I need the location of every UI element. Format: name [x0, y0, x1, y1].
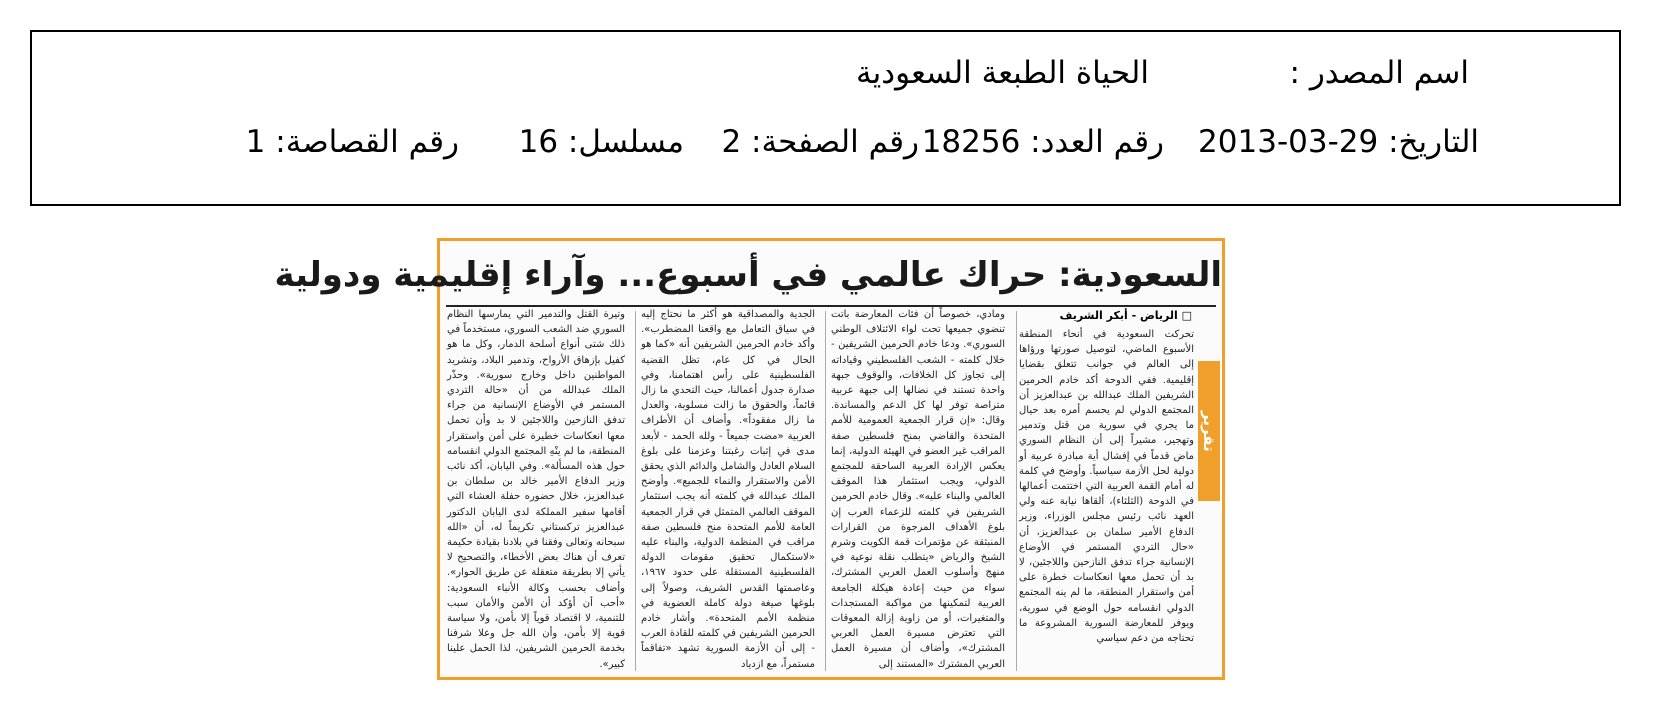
source-metadata-box: [30, 30, 1621, 206]
article-column-2: ومادي، خصوصاً أن فئات المعارضة باتت تنضوي جميعها تحت لواء الائتلاف الوطني السوري». ودعا خادم الحرمين الشريفين - خلال كلمته - الشعب الفلسطيني وقياداته إلى تجاوز كل الخلافات، والوقوف جبهة واحدة تستند في نضالها إلى جبهة عربية متراصة توفر لها كل الدعم والمساندة. وقال: «إن قرار الجمعية العمومية للأمم المتحدة والقاضي بمنح فلسطين صفة المراقب غير العضو في الهيئة الدولية، إنما يعكس الإرادة العربية الساحقة للمجتمع الدولي، ويجب استثمار هذا الموقف العالمي والبناء عليه». وقال خادم الحرمين الشريفين في كلمته للزعماء العرب إن بلوغ الأهداف المرجوة من القرارات المنبثقة عن مؤتمرات قمة الكويت وشرم الشيخ والرياض «يتطلب نقلة نوعية في منهج وأسلوب العمل العربي المشترك، سواء من حيث إعادة هيكلة الجامعة العربية لتمكينها من مواكبة المستجدات والمتغيرات، أو من زاوية إزالة المعوقات التي تعترض مسيرة العمل العربي المشترك»، وأضاف أن مسيرة العمل العربي المشترك «المستند إلى: [831, 309, 1005, 670]
page-number: رقم الصفحة: 2: [721, 124, 919, 160]
column-divider: [635, 311, 636, 671]
newspaper-clipping: [274, 238, 1225, 680]
article-column-1: تحركت السعودية في أنحاء المنطقة الأسبوع الماضي، لتوصيل صورتها ورؤاها إلى العالم في جوانب تتعلق بقضايا إقليمية. ففي الدوحة أكد خادم الحرمين الشريفين الملك عبدالله بن عبدالعزيز أن المجتمع الدولي لم يحسم أمره بعد حيال ما يجري في سورية من قتل وتدمير وتهجير، مشيراً إلى أن النظام السوري ماض قدماً في إفشال أية مبادرة عربية أو دولية لحل الأزمة سياسياً. وأوضح في كلمة له أمام القمة العربية التي اختتمت أعمالها في الدوحة (الثلثاء)، ألقاها نيابة عنه ولي العهد نائب رئيس مجلس الوزراء، وزير الدفاع الأمير سلمان بن عبدالعزيز، أن «حال التردي المستمر في الأوضاع الإنسانية جراء تدفق النازحين واللاجئين، لا بد أن تحمل معها انعكاسات خطرة على أمن واستقرار المنطقة، ما لم ينه المجتمع الدولي انقسامه حول الوضع في سورية، ويوفر للمعارضة السورية المشروعة ما تحتاجه من دعم سياسي: [1019, 329, 1194, 645]
article-column-3: الجدية والمصداقية هو أكثر ما نحتاج إليه في سياق التعامل مع واقعنا المضطرب». وأكد خادم الحرمين الشريفين أنه «كما هو الحال في كل عام، تظل القضية الفلسطينية على رأس اهتمامنا، وفي صدارة جدول أعمالنا، حيث التحدي ما زال قائماً، والحقوق ما زالت مسلوبة، والعدل ما زال مفقوداً». وأضاف أن الأطراف العربية «مضت جميعاً - ولله الحمد - لأبعد مدى في إثبات رغبتنا وعزمنا على بلوغ السلام العادل والشامل والدائم الذي يحقق الأمن والاستقرار والنماء للجميع». وأوضح الملك عبدالله في كلمته أنه يجب استثمار الموقف العالمي المتمثل في قرار الجمعية العامة للأمم المتحدة منح فلسطين صفة مراقب في المنظمة الدولية، والبناء عليه «لاستكمال تحقيق مقومات الدولة الفلسطينية المستقلة على حدود ١٩٦٧، وعاصمتها القدس الشريف، وصولاً إلى بلوغها صيغة دولة كاملة العضوية في منظمة الأمم المتحدة». وأشار خادم الحرمين الشريفين في كلمته للقادة العرب - إلى أن الأزمة السورية تشهد «تفاقماً مستمراً، مع ازدياد: [641, 309, 815, 670]
date-field: التاريخ: 29-03-2013: [1198, 124, 1479, 160]
clipping-number: رقم القصاصة: 1: [245, 124, 459, 160]
column-divider: [1016, 311, 1017, 671]
section-tab: تقرير: [1198, 361, 1220, 501]
article-column-4: وتيرة القتل والتدمير التي يمارسها النظام السوري ضد الشعب السوري، مستخدماً في ذلك شتى أنواع أسلحة الدمار، وكل ما هو كفيل بإزهاق الأرواح، وتدمير البلاد، وتشريد المواطنين داخل وخارج سورية». وحذّر الملك عبدالله من أن «حالة التردي المستمر في الأوضاع الإنسانية من جراء تدفق النازحين واللاجئين لا بد وأن تحمل معها انعكاسات خطيرة على أمن واستقرار المنطقة، ما لم ينْهِ المجتمع الدولي انقسامه حول هذه المسألة». وفي اليابان، أكد نائب وزير الدفاع الأمير خالد بن سلطان بن عبدالعزيز، خلال حضوره حفلة العشاء التي أقامها سفير المملكة لدى اليابان الدكتور عبدالعزيز تركستاني تكريماً له، أن «الله سبحانه وتعالى وفقنا في بلادنا بقيادة حكيمة تعرف أن هناك بعض الأخطاء، والتصحيح لا يأتي إلا بطريقة متعقلة عن طريق الحوار». وأضاف بحسب وكالة الأنباء السعودية: «أحب أن أؤكد أن الأمن والأمان سبب للتنمية، لا اقتصاد قوياً إلا بأمن، ولا سياسة قوية إلا بأمن، وأن الله جل وعلا شرفنا بخدمة الحرمين الشريفين، لذا الحمل علينا كبير».: [447, 309, 625, 670]
article-byline: □ الرياض - أبكر الشريف: [1059, 309, 1192, 322]
source-value: الحياة الطبعة السعودية: [856, 55, 1149, 91]
column-divider: [825, 311, 826, 671]
serial-number: مسلسل: 16: [518, 124, 684, 160]
article-headline: السعودية: حراك عالمي في أسبوع... وآراء إقليمية ودولية: [274, 255, 1222, 295]
issue-number: رقم العدد: 18256: [921, 124, 1164, 160]
source-label: اسم المصدر :: [1289, 55, 1469, 91]
